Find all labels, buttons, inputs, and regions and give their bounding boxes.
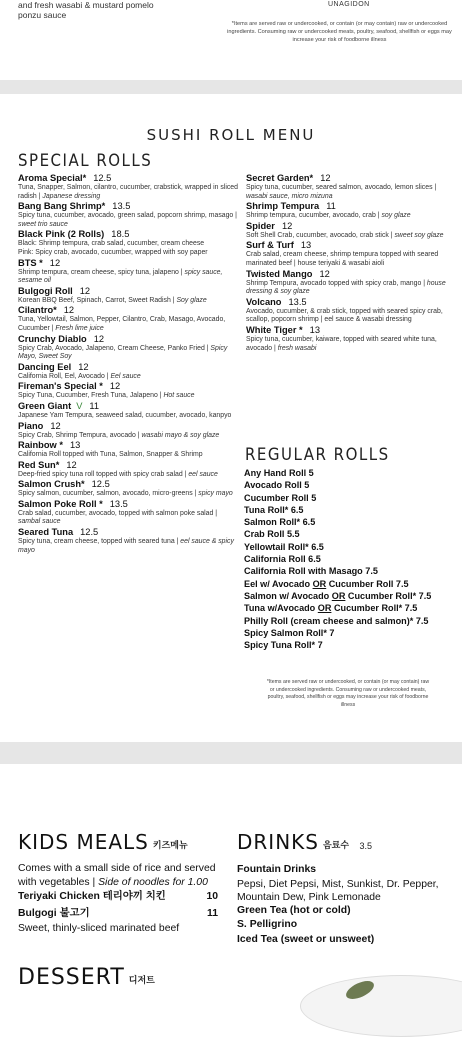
roll-price: 12	[109, 381, 121, 392]
roll-item	[18, 499, 240, 527]
roll-price: 13.5	[112, 201, 131, 212]
regular-roll-item: Tuna Roll* 6.5	[244, 504, 304, 515]
roll-item	[18, 305, 240, 333]
roll-name: Volcano	[246, 296, 282, 307]
roll-ingredients: Japanese Yam Tempura, seaweed salad, cucumber, avocado, kanpyo	[18, 411, 232, 419]
roll-description: Spicy tuna, cucumber, seared salmon, avocado, lemon slices | wasabi sauce, micro mizuna	[246, 184, 437, 200]
roll-name-row	[18, 286, 240, 297]
roll-description	[18, 412, 240, 421]
roll-price: 12	[63, 305, 75, 316]
roll-price: 12	[66, 459, 77, 470]
roll-item	[18, 258, 240, 286]
roll-name-row	[18, 305, 240, 316]
bulgogi-description: Sweet, thinly-sliced marinated beef	[18, 923, 180, 934]
roll-item	[246, 201, 454, 221]
roll-description: Shrimp tempura, cream cheese, spicy tuna, jalapeno | spicy sauce, sesame oil	[18, 268, 223, 285]
regular-roll-item: Cucumber Roll 5	[244, 492, 317, 503]
regular-roll-item: Tuna w/Avocado OR Cucumber Roll* 7.5	[244, 603, 418, 614]
roll-name: Red Sun*	[18, 459, 60, 470]
special-rolls-right-column	[246, 173, 454, 353]
roll-price: 12	[50, 420, 61, 431]
roll-sauce-note: sambal sauce	[18, 518, 61, 526]
roll-ingredients: Spicy tuna, cucumber, seared salmon, avocado, lemon slices	[246, 184, 433, 191]
roll-item	[18, 401, 240, 421]
roll-ingredients: Shrimp Tempura, avocado topped with spicy crab, mango	[246, 279, 422, 287]
roll-name: Salmon Crush*	[18, 479, 85, 490]
roll-price: 18.5	[111, 229, 130, 240]
roll-item	[246, 221, 454, 241]
roll-name: Cilantro*	[18, 305, 57, 316]
roll-item	[18, 229, 240, 257]
roll-item	[246, 240, 454, 268]
kids-item-korean: 테리야끼 치킨	[102, 891, 166, 902]
roll-name: Bulgogi Roll	[18, 285, 73, 296]
roll-ingredients: Crab salad, cream cheese, shrimp tempura topped with seared marinated beef | house teriyaki & wasabi aioli	[246, 251, 439, 267]
roll-name-row	[18, 381, 240, 392]
regular-roll-item: Crab Roll 5.5	[244, 529, 300, 540]
roll-ingredients: Avocado, cucumber, & crab stick, topped with seared spicy crab, scallop, popcorn shrimp | eel sauce & wasabi dressing	[246, 307, 443, 324]
roll-sauce-note: fresh wasabi	[277, 344, 317, 352]
roll-price: 11	[89, 400, 100, 411]
fragment-line: and fresh wasabi & mustard pomelo	[18, 0, 154, 10]
roll-name-row	[18, 527, 240, 538]
roll-name-row	[18, 258, 240, 269]
roll-sauce-note: eel sauce	[188, 470, 218, 478]
roll-sauce-note: spicy mayo	[198, 490, 233, 498]
roll-item	[246, 269, 454, 297]
roll-price: 13.5	[109, 498, 128, 509]
raw-food-notice-sushi: *Items are served raw or undercooked, or contain (or may contain) raw or undercooked ingredients. Consuming raw or undercooked meats, poultry, seafood, shellfish or eggs may increase your risk of foodborne illness	[266, 679, 430, 708]
roll-ingredients: Crab salad, cucumber, avocado, topped with salmon poke salad	[18, 509, 214, 517]
roll-name: Green Giant	[18, 400, 72, 411]
regular-roll-item: Any Hand Roll 5	[244, 468, 314, 478]
kids-item-price: 11	[207, 908, 218, 919]
roll-name-row	[18, 401, 240, 412]
roll-item	[18, 527, 240, 555]
roll-description: Soft Shell Crab, cucumber, avocado, crab stick | sweet soy glaze	[246, 231, 444, 239]
roll-price: 13	[309, 324, 320, 335]
drinks-price: 3.5	[359, 841, 373, 851]
roll-name-row	[18, 173, 240, 184]
roll-item	[246, 173, 454, 201]
special-rolls-left-column	[18, 173, 240, 555]
page-separator	[0, 742, 462, 764]
roll-sauce-note: sweet soy glaze	[394, 231, 444, 239]
roll-name: Piano	[18, 420, 44, 431]
roll-description	[246, 251, 454, 268]
roll-sauce-note: sweet trio sauce	[18, 220, 68, 228]
roll-ingredients: Black: Shrimp tempura, crab salad, cucumber, cream cheese	[18, 240, 205, 248]
roll-description: Shrimp tempura, cucumber, avocado, crab | soy glaze	[246, 212, 411, 220]
roll-ingredients: Shrimp tempura, cucumber, avocado, crab	[246, 212, 376, 220]
roll-name: Surf & Turf	[246, 240, 294, 251]
regular-roll-item: Salmon w/ Avocado OR Cucumber Roll* 7.5	[244, 590, 432, 601]
kids-item-price: 10	[206, 891, 218, 902]
roll-name: White Tiger *	[246, 324, 303, 335]
kids-item-korean: 불고기	[59, 908, 90, 919]
roll-ingredients: Spicy Crab, Shrimp Tempura, avocado	[18, 431, 136, 439]
roll-item	[18, 201, 240, 229]
kids-desc-note: Side of noodles for 1.00	[98, 877, 208, 888]
roll-ingredients: Spicy Tuna, Cucumber, Fresh Tuna, Jalapeno	[18, 392, 158, 400]
roll-name: Black Pink (2 Rolls)	[18, 229, 105, 240]
roll-price: 13	[300, 240, 312, 251]
roll-name: Secret Garden*	[246, 173, 314, 183]
roll-name: Shrimp Tempura	[246, 201, 320, 212]
roll-ingredients: Spicy tuna, cream cheese, topped with seared tuna	[18, 538, 175, 546]
roll-item	[18, 460, 240, 480]
roll-name-row	[246, 173, 454, 184]
roll-item	[18, 173, 240, 201]
dessert-heading: DESSERT	[18, 965, 125, 990]
roll-description: Spicy tuna, cucumber, avocado, green salad, popcorn shrimp, masago | sweet trio sauce	[18, 212, 237, 228]
roll-description: Spicy salmon, cucumber, salmon, avocado, micro-greens | spicy mayo	[18, 490, 233, 498]
roll-name-row	[18, 499, 240, 510]
roll-ingredients: Shrimp tempura, cream cheese, spicy tuna, jalapeno	[18, 268, 179, 276]
kids-item-name: Teriyaki Chicken	[18, 891, 100, 902]
roll-item	[18, 479, 240, 499]
special-rolls-heading: SPECIAL ROLLS	[18, 150, 153, 171]
roll-name-row	[246, 221, 454, 232]
roll-sauce-note: Hot sauce	[163, 392, 195, 400]
drinks-heading-row	[237, 830, 372, 854]
roll-price: 13.5	[288, 296, 307, 307]
fountain-drinks-label: Fountain Drinks	[237, 864, 317, 875]
unagidon-label: UNAGIDON	[328, 1, 370, 8]
roll-name: Aroma Special*	[18, 173, 87, 183]
regular-rolls-list	[244, 467, 459, 651]
roll-name: Fireman's Special *	[18, 381, 103, 392]
roll-item	[18, 362, 240, 382]
roll-name-row	[246, 269, 454, 280]
roll-sauce-note: Eel sauce	[110, 372, 141, 380]
regular-roll-item: Eel w/ Avocado OR Cucumber Roll 7.5	[244, 578, 409, 589]
roll-price: 12.5	[91, 479, 110, 490]
roll-ingredients: Spicy salmon, cucumber, salmon, avocado, micro-greens	[18, 490, 193, 498]
roll-description: Tuna, Yellowtail, Salmon, Pepper, Cilantro, Crab, Masago, Avocado, Cucumber | Fresh lime juice	[18, 316, 226, 332]
roll-sauce-note: spicy sauce, sesame oil	[18, 268, 223, 285]
roll-ingredients: Deep-fried spicy tuna roll topped with spicy crab salad	[18, 470, 183, 478]
regular-roll-item: Salmon Roll* 6.5	[244, 517, 316, 528]
kids-meals-description	[18, 862, 233, 890]
roll-price: 13	[69, 440, 81, 451]
roll-name: BTS *	[18, 257, 43, 268]
roll-sauce-note: wasabi sauce, micro mizuna	[246, 192, 333, 200]
roll-description	[18, 451, 240, 460]
regular-roll-item: Avocado Roll 5	[244, 480, 310, 491]
kids-meals-heading-row	[18, 830, 188, 854]
roll-description: California Roll, Eel, Avocado | Eel sauce	[18, 372, 141, 380]
roll-description-extra: Pink: Spicy crab, avocado, cucumber, wrapped with soy paper	[18, 248, 208, 256]
roll-item	[18, 421, 240, 441]
roll-item	[18, 334, 240, 362]
roll-name: Crunchy Diablo	[18, 333, 87, 344]
regular-roll-item: Spicy Tuna Roll* 7	[244, 640, 323, 651]
roll-description: Spicy Tuna, Cucumber, Fresh Tuna, Jalapeno | Hot sauce	[18, 392, 195, 400]
roll-price: 12	[78, 361, 89, 372]
roll-name-row	[18, 229, 240, 240]
dessert-photo	[300, 975, 462, 1037]
drinks-heading: DRINKS	[237, 830, 319, 854]
fountain-drinks-list: Pepsi, Diet Pepsi, Mist, Sunkist, Dr. Pepper, Mountain Dew, Pink Lemonade	[237, 879, 439, 903]
roll-description: Spicy Crab, Avocado, Jalapeno, Cream Cheese, Panko Fried | Spicy Mayo, Sweet Soy	[18, 344, 228, 361]
regular-roll-item: California Roll 6.5	[244, 554, 321, 565]
roll-description: Spicy Crab, Shrimp Tempura, avocado | wasabi mayo & soy glaze	[18, 431, 220, 439]
roll-name-row	[18, 201, 240, 212]
sushi-roll-menu-title: SUSHI ROLL MENU	[146, 126, 316, 144]
roll-price: 12	[281, 220, 293, 231]
roll-name-row	[246, 240, 454, 251]
roll-ingredients: Tuna, Yellowtail, Salmon, Pepper, Cilantro, Crab, Masago, Avocado, Cucumber	[18, 316, 226, 332]
dessert-korean: 디저트	[128, 975, 155, 986]
roll-price: 12.5	[93, 173, 112, 183]
page-separator	[0, 80, 462, 94]
roll-name-row	[18, 421, 240, 432]
roll-name-row	[18, 334, 240, 345]
regular-roll-item: Spicy Salmon Roll* 7	[244, 627, 335, 638]
previous-section-fragment	[18, 0, 218, 20]
kids-item-bulgogi	[18, 907, 218, 921]
roll-price: 12	[93, 333, 105, 344]
roll-name: Salmon Poke Roll *	[18, 498, 103, 509]
roll-sauce-note: wasabi mayo & soy glaze	[141, 431, 220, 439]
raw-food-notice-top: *Items are served raw or undercooked, or contain (or may contain) raw or undercooked ingredients. Consuming raw or undercooked meats, poultry, seafood, shellfish or eggs may increase your risk of foodborne illness	[227, 21, 452, 43]
roll-sauce-note: soy glaze	[381, 212, 411, 220]
roll-ingredients: Soft Shell Crab, cucumber, avocado, crab stick	[246, 231, 389, 239]
roll-name-row	[18, 460, 240, 471]
roll-price: 12	[319, 268, 330, 279]
roll-name-row	[18, 479, 240, 490]
roll-sauce-note: house dressing & soy glaze	[246, 279, 446, 296]
roll-ingredients: Spicy tuna, cucumber, avocado, green salad, popcorn shrimp, masago	[18, 212, 234, 220]
drink-item: Iced Tea (sweet or unsweet)	[237, 934, 375, 945]
roll-sauce-note: Japanese dressing	[42, 192, 101, 200]
fragment-line: ponzu sauce	[18, 10, 67, 20]
kids-desc-text: Comes with a small side of rice and served with vegetables |	[18, 863, 216, 888]
roll-name-row	[246, 297, 454, 308]
roll-name: Seared Tuna	[18, 527, 74, 538]
roll-price: 12.5	[80, 527, 99, 538]
roll-name: Rainbow *	[18, 440, 63, 451]
roll-ingredients: California Roll topped with Tuna, Salmon, Snapper & Shrimp	[18, 451, 203, 459]
roll-name-row	[246, 325, 454, 336]
roll-item	[18, 381, 240, 401]
roll-item	[246, 297, 454, 325]
roll-ingredients: Spicy tuna, cucumber, kaiware, topped with seared white tuna, avocado	[246, 335, 437, 352]
kids-item-name: Bulgogi	[18, 908, 57, 919]
roll-sauce-note: Spicy Mayo, Sweet Soy	[18, 344, 228, 361]
dessert-heading-row	[18, 965, 155, 990]
roll-ingredients: Tuna, Snapper, Salmon, cilantro, cucumber, crabstick, wrapped in sliced radish	[18, 184, 238, 200]
regular-roll-item: Yellowtail Roll* 6.5	[244, 541, 324, 552]
kids-meals-heading: KIDS MEALS	[18, 830, 149, 854]
roll-description: Korean BBQ Beef, Spinach, Carrot, Sweet Radish | Soy glaze	[18, 296, 207, 304]
roll-description: Spicy tuna, cream cheese, topped with seared tuna | eel sauce & spicy mayo	[18, 538, 234, 554]
regular-roll-item: Philly Roll (cream cheese and salmon)* 7.5	[244, 615, 429, 626]
roll-description	[246, 308, 454, 325]
roll-description: Deep-fried spicy tuna roll topped with spicy crab salad | eel sauce	[18, 470, 218, 478]
roll-description	[18, 240, 240, 249]
roll-name: Spider	[246, 220, 275, 231]
roll-name-row	[246, 201, 454, 212]
roll-description: Tuna, Snapper, Salmon, cilantro, cucumber, crabstick, wrapped in sliced radish | Japanese dressing	[18, 184, 238, 200]
roll-sauce-note: eel sauce & spicy mayo	[18, 538, 234, 554]
roll-name: Dancing Eel	[18, 361, 72, 372]
roll-name: Twisted Mango	[246, 268, 313, 279]
roll-name: Bang Bang Shrimp*	[18, 201, 106, 212]
kids-meals-korean: 키즈메뉴	[152, 840, 188, 851]
roll-price: 11	[326, 201, 336, 212]
roll-sauce-note: Soy glaze	[176, 296, 207, 304]
roll-item	[246, 325, 454, 353]
roll-price: 12	[49, 257, 61, 268]
roll-sauce-note: Fresh lime juice	[55, 324, 104, 332]
drink-item: Green Tea (hot or cold)	[237, 905, 351, 916]
drinks-korean: 음료수	[322, 840, 350, 851]
regular-roll-item: California Roll with Masago 7.5	[244, 566, 378, 577]
roll-name-row	[18, 440, 240, 451]
roll-ingredients: Korean BBQ Beef, Spinach, Carrot, Sweet Radish	[18, 296, 171, 304]
roll-item	[18, 286, 240, 306]
roll-description: Spicy tuna, cucumber, kaiware, topped with seared white tuna, avocado | fresh wasabi	[246, 335, 437, 352]
roll-ingredients: California Roll, Eel, Avocado	[18, 372, 105, 380]
roll-item	[18, 440, 240, 460]
vegetarian-icon: V	[76, 400, 83, 411]
roll-description: Shrimp Tempura, avocado topped with spicy crab, mango | house dressing & soy glaze	[246, 279, 446, 296]
roll-description: Crab salad, cucumber, avocado, topped with salmon poke salad | sambal sauce	[18, 509, 218, 526]
roll-price: 12	[79, 285, 91, 296]
kids-item-teriyaki	[18, 890, 218, 904]
drink-item: S. Pelligrino	[237, 919, 298, 930]
roll-ingredients: Spicy Crab, Avocado, Jalapeno, Cream Cheese, Panko Fried	[18, 344, 205, 352]
roll-price: 12	[320, 173, 331, 183]
roll-name-row	[18, 362, 240, 373]
regular-rolls-heading: REGULAR ROLLS	[245, 444, 390, 465]
